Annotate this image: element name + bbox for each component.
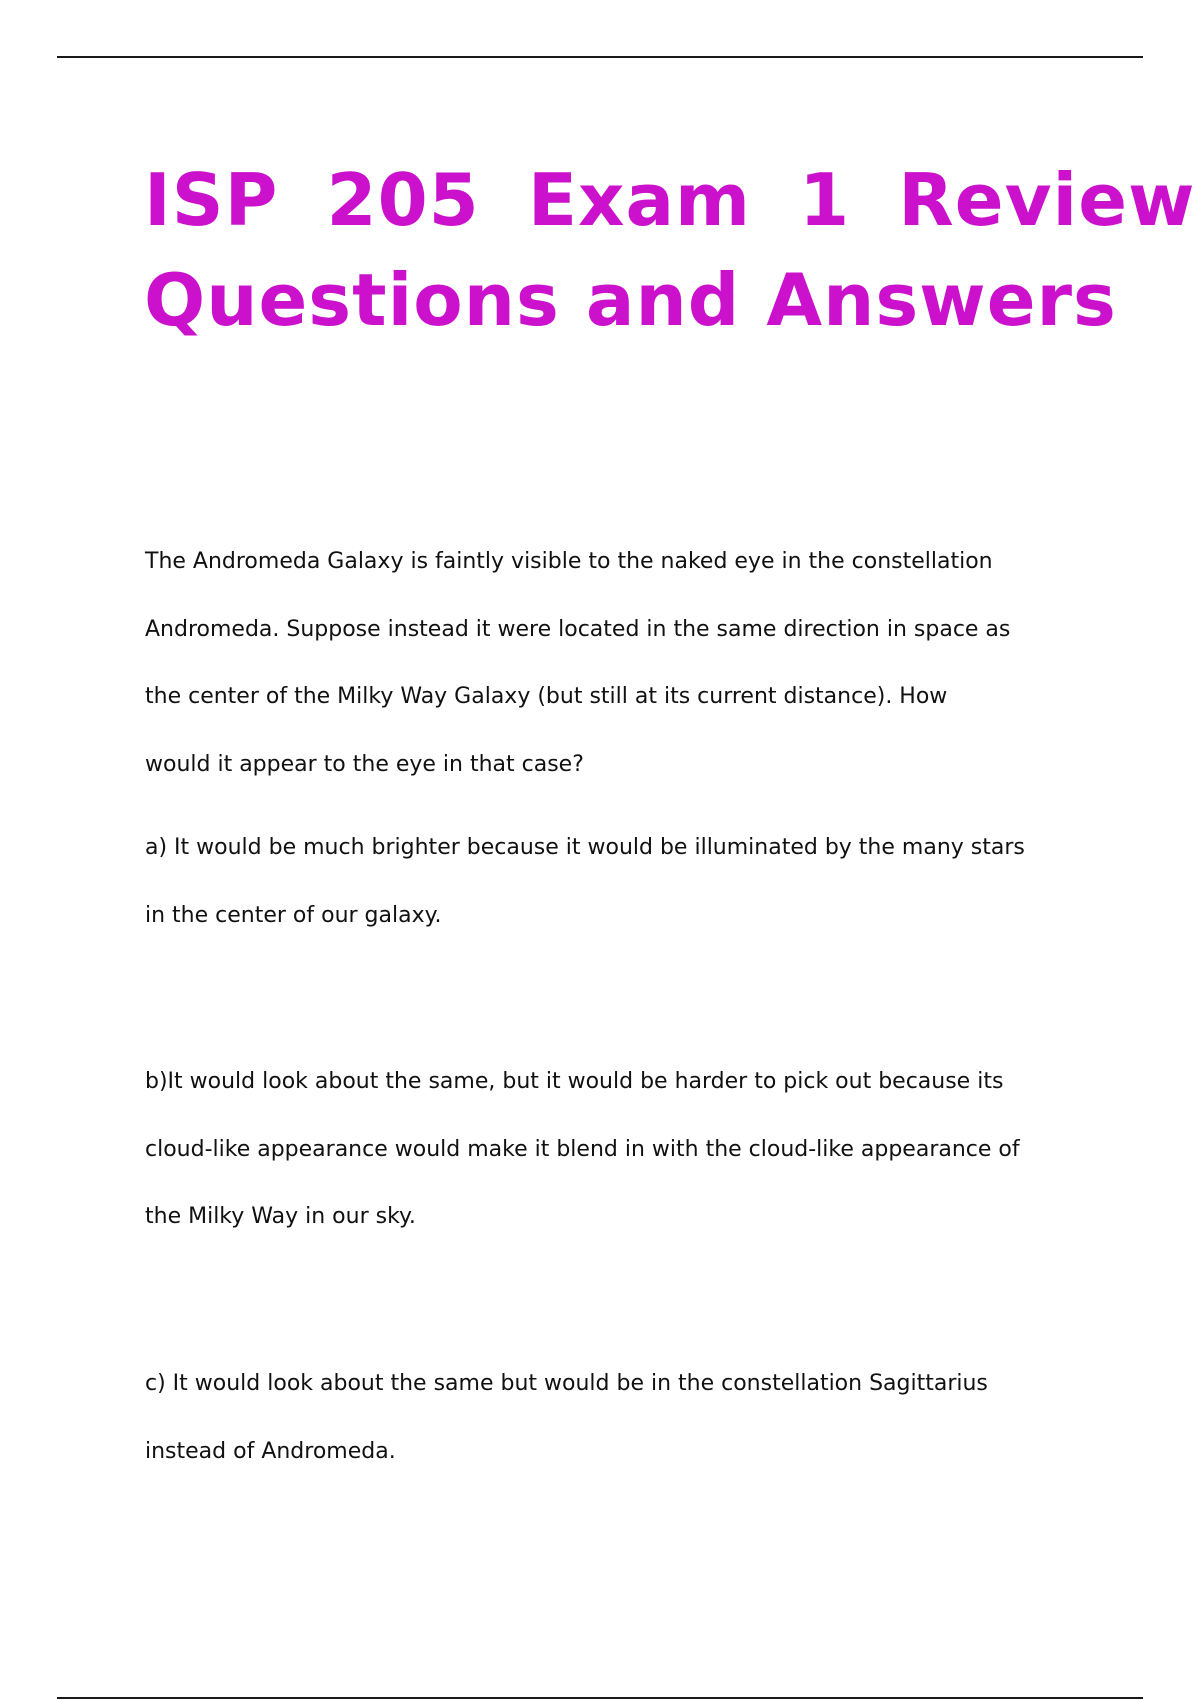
document-title [144, 150, 1196, 350]
option-line: a) It would be much brighter because it would be illuminated by the many stars [145, 835, 1025, 860]
question-line: would it appear to the eye in that case? [145, 751, 584, 777]
title-line-1: ISP 205 Exam 1 Review [144, 158, 1196, 242]
option-line: cloud-like appearance would make it blend in with the cloud-like appearance of [145, 1136, 1020, 1162]
answer-option-b [145, 1048, 1065, 1251]
option-line: instead of Andromeda. [145, 1438, 396, 1464]
bottom-rule [57, 1697, 1143, 1699]
question-line: the center of the Milky Way Galaxy (but still at its current distance). How [145, 684, 948, 709]
question-text [145, 528, 1065, 798]
top-rule [57, 56, 1143, 58]
answer-option-a [145, 814, 1065, 949]
option-line: c) It would look about the same but would be in the constellation Sagittarius [145, 1371, 988, 1396]
title-line-2: Questions and Answers [144, 258, 1117, 342]
option-line: the Milky Way in our sky. [145, 1204, 416, 1229]
option-line: in the center of our galaxy. [145, 902, 442, 928]
option-line: b)It would look about the same, but it would be harder to pick out because its [145, 1069, 1004, 1094]
question-line: Andromeda. Suppose instead it were located in the same direction in space as [145, 616, 1011, 642]
answer-option-c [145, 1350, 1065, 1485]
question-line: The Andromeda Galaxy is faintly visible to the naked eye in the constellation [145, 549, 993, 574]
